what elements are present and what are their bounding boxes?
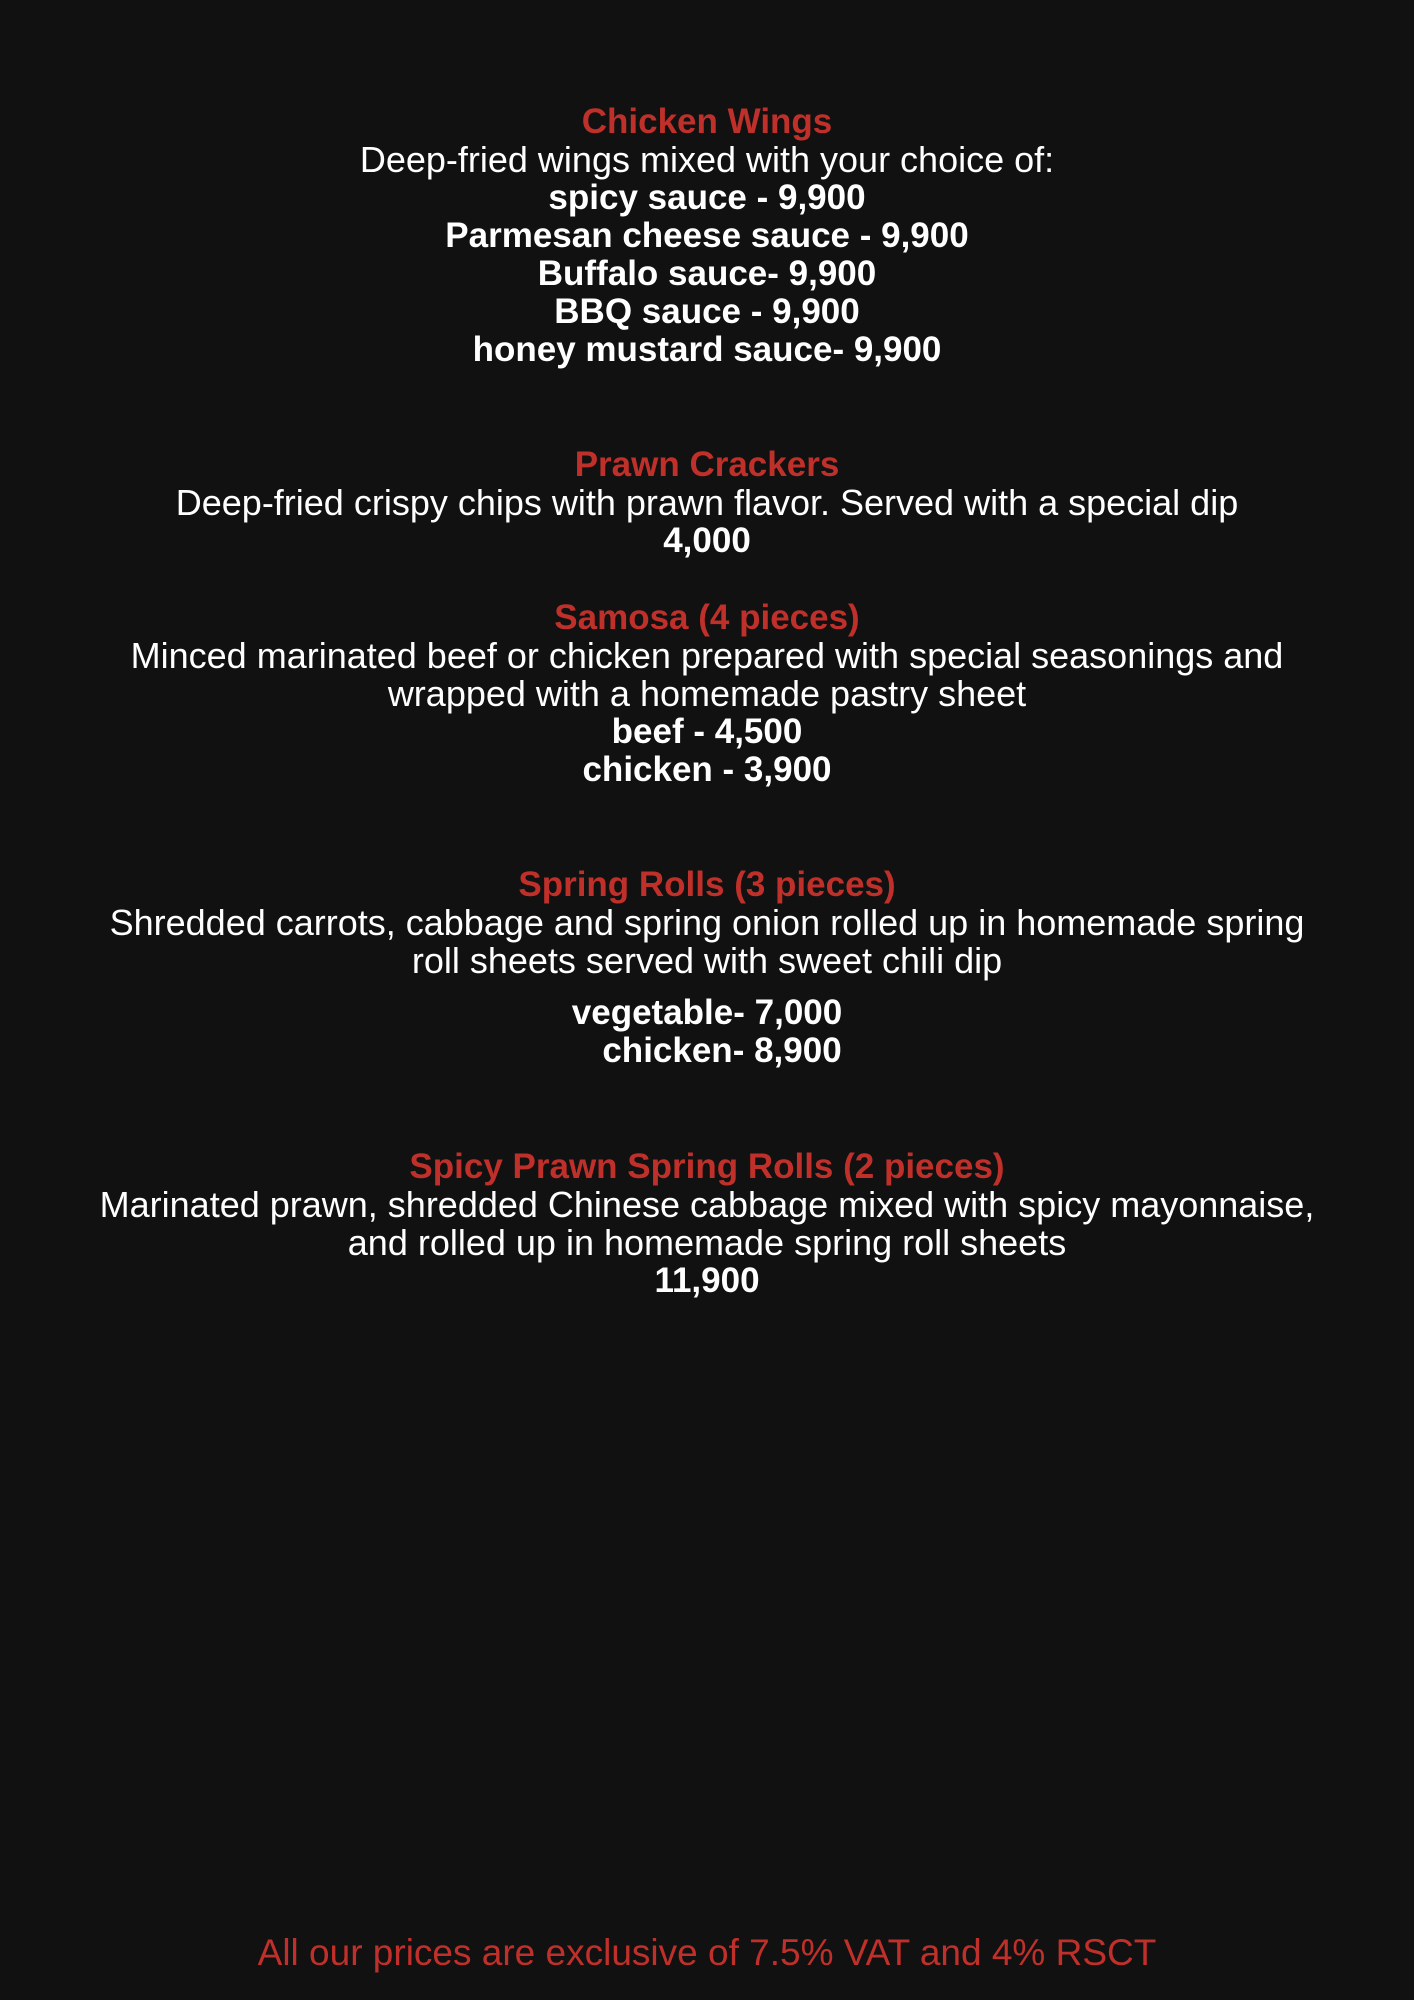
vat-disclaimer: All our prices are exclusive of 7.5% VAT and 4% RSCT: [257, 1932, 1157, 1973]
item-description: Shredded carrots, cabbage and spring onion rolled up in homemade spring roll sheets served with sweet chili dip: [109, 902, 1305, 981]
item-title: Spicy Prawn Spring Rolls (2 pieces): [409, 1147, 1005, 1186]
item-description: Deep-fried wings mixed with your choice of:: [359, 139, 1055, 180]
item-description: Deep-fried crispy chips with prawn flavor. Served with a special dip: [175, 482, 1239, 523]
item-title: Prawn Crackers: [574, 445, 840, 484]
menu-item-spring-rolls: [0, 866, 1414, 1070]
price-line: chicken- 8,900: [602, 1031, 842, 1070]
price-line: 4,000: [663, 521, 751, 560]
price-list: [0, 994, 1414, 1070]
menu-item-spicy-prawn-spring-rolls: [0, 1148, 1414, 1300]
price-line: Buffalo sauce- 9,900: [537, 254, 877, 293]
menu-item-samosa: [0, 599, 1414, 789]
menu-item-prawn-crackers: [0, 446, 1414, 560]
price-line: spicy sauce - 9,900: [548, 178, 866, 217]
item-title: Spring Rolls (3 pieces): [518, 865, 896, 904]
item-description: Marinated prawn, shredded Chinese cabbage mixed with spicy mayonnaise, and rolled up in homemade spring roll sheets: [99, 1184, 1315, 1263]
price-list: [0, 1262, 1414, 1300]
price-line: 11,900: [654, 1261, 760, 1300]
item-title: Samosa (4 pieces): [554, 598, 860, 637]
price-line: honey mustard sauce- 9,900: [472, 330, 942, 369]
price-list: [0, 713, 1414, 789]
price-list: [0, 522, 1414, 560]
price-line: BBQ sauce - 9,900: [554, 292, 860, 331]
price-line: beef - 4,500: [611, 712, 803, 751]
price-line: chicken - 3,900: [582, 750, 832, 789]
price-line: vegetable- 7,000: [571, 993, 843, 1032]
price-list: [0, 179, 1414, 369]
menu-item-chicken-wings: [0, 103, 1414, 369]
item-title: Chicken Wings: [581, 102, 833, 141]
price-line: Parmesan cheese sauce - 9,900: [445, 216, 969, 255]
item-description: Minced marinated beef or chicken prepared with special seasonings and wrapped with a homemade pastry sheet: [130, 635, 1284, 714]
